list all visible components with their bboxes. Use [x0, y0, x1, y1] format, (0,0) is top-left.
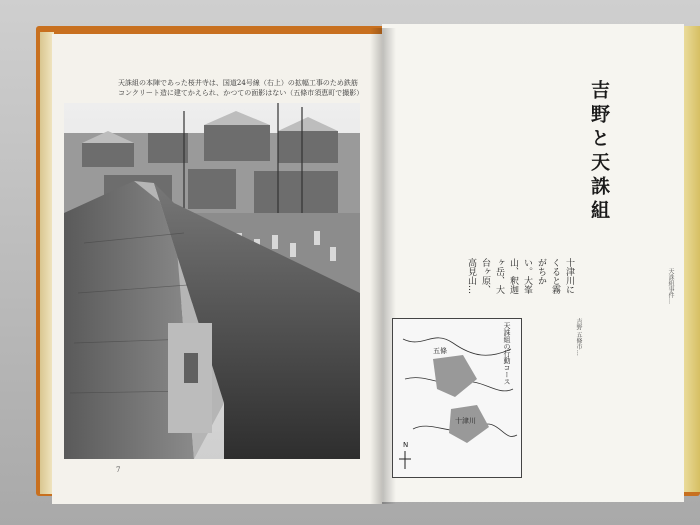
historical-photo	[64, 103, 360, 459]
compass-label: N	[403, 441, 409, 449]
map-place-2: 十津川	[455, 417, 476, 425]
body-text: 十津川にくると霧がちかい。大峯山、釈迦ヶ岳、大台ヶ原、高見山…	[466, 258, 574, 294]
side-note: 天誅組事件…	[667, 268, 674, 304]
map-place-1: 五條	[433, 347, 447, 355]
page-number: 7	[116, 466, 121, 474]
chapter-title: 吉野と天誅組	[588, 80, 610, 224]
map-title: 天誅組の行動コース	[503, 322, 511, 385]
column-text: 吉野 五條市…	[575, 318, 582, 356]
book-page-edges-right	[684, 26, 700, 492]
photo-caption: 天誅組の本陣であった桜井寺は、国道24号線（右上）の拡幅工事のため鉄筋コンクリート造に建てかえられ、かつての面影はない（五條市須恵町で撮影）	[118, 79, 364, 97]
